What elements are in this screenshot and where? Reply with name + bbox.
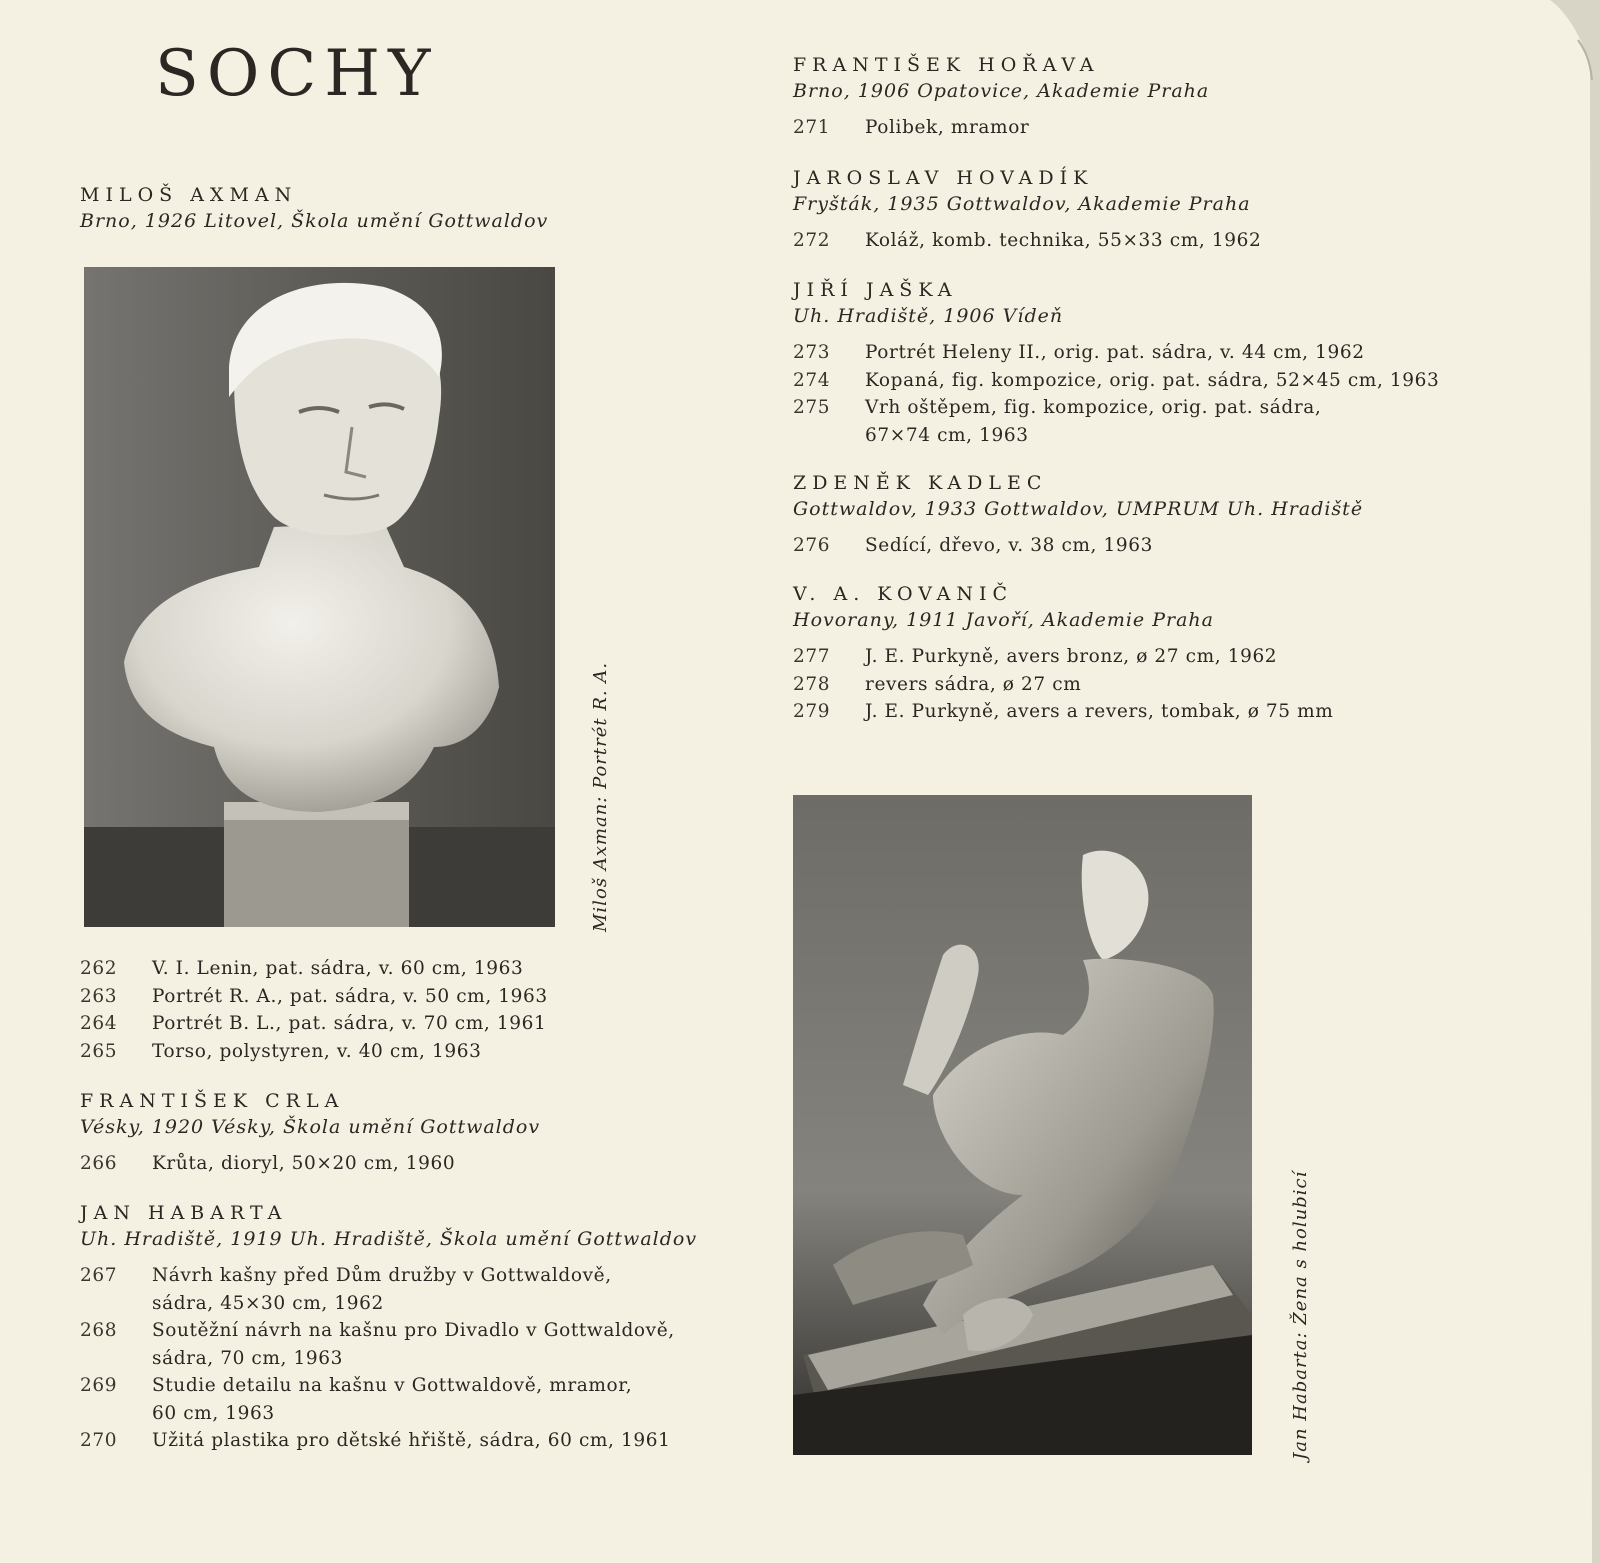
- page-title: SOCHY: [155, 37, 439, 111]
- work-number: 264: [80, 1013, 118, 1034]
- work-description: Návrh kašny před Dům družby v Gottwaldově, sádra, 45×30 cm, 1962: [152, 1265, 612, 1314]
- work-item: [80, 1262, 697, 1317]
- page-edge-shadow: [1530, 0, 1600, 1563]
- work-number: 268: [80, 1320, 118, 1341]
- artist-axman: [80, 182, 548, 234]
- artist-bio: Brno, 1906 Opatovice, Akademie Praha: [793, 80, 1210, 102]
- artist-horava: [793, 52, 1209, 142]
- work-description: Kopaná, fig. kompozice, orig. pat. sádra, 52×45 cm, 1963: [865, 369, 1440, 391]
- work-number: 269: [80, 1375, 118, 1396]
- work-number: 265: [80, 1040, 118, 1062]
- artist-name: V. A. KOVANIČ: [793, 583, 1014, 605]
- work-number: 276: [793, 535, 831, 556]
- work-item: [793, 114, 1209, 142]
- work-description: J. E. Purkyně, avers bronz, ø 27 cm, 1962: [865, 646, 1278, 667]
- work-item: [793, 532, 1363, 560]
- work-description: Soutěžní návrh na kašnu pro Divadlo v Gottwaldově, sádra, 70 cm, 1963: [152, 1320, 675, 1369]
- work-description: Portrét B. L., pat. sádra, v. 70 cm, 1961: [152, 1013, 547, 1034]
- work-number: 277: [793, 646, 831, 667]
- work-number: 279: [793, 701, 831, 722]
- work-number: 270: [80, 1430, 118, 1451]
- work-number: 266: [80, 1153, 118, 1174]
- photo-seated-figure: [793, 795, 1252, 1455]
- work-description: Užitá plastika pro dětské hřiště, sádra, 60 cm, 1961: [152, 1430, 671, 1451]
- work-number: 272: [793, 230, 831, 251]
- work-description: J. E. Purkyně, avers a revers, tombak, ø 75 mm: [865, 701, 1334, 722]
- artist-kadlec: [793, 470, 1363, 560]
- work-item: [80, 1150, 540, 1178]
- work-item: [793, 394, 1439, 449]
- artist-bio: Uh. Hradiště, 1919 Uh. Hradiště, Škola umění Gottwaldov: [80, 1228, 698, 1250]
- works-list: [793, 339, 1439, 449]
- work-description: Vrh oštěpem, fig. kompozice, orig. pat. sádra, 67×74 cm, 1963: [865, 397, 1322, 446]
- work-number: 263: [80, 985, 118, 1007]
- work-description: Krůta, dioryl, 50×20 cm, 1960: [152, 1153, 456, 1174]
- work-description: Polibek, mramor: [865, 117, 1030, 138]
- artist-bio: Uh. Hradiště, 1906 Vídeň: [793, 305, 1064, 327]
- artist-name: ZDENĚK KADLEC: [793, 472, 1048, 494]
- work-number: 262: [80, 958, 118, 979]
- figure-sculpture-image: [793, 795, 1252, 1455]
- work-description: Sedící, dřevo, v. 38 cm, 1963: [865, 535, 1153, 556]
- work-number: 271: [793, 117, 831, 138]
- work-number: 274: [793, 369, 831, 391]
- artist-name: FRANTIŠEK HOŘAVA: [793, 54, 1100, 76]
- work-description: Studie detailu na kašnu v Gottwaldově, mramor, 60 cm, 1963: [152, 1375, 633, 1424]
- artist-crla: [80, 1088, 540, 1178]
- work-number: 278: [793, 673, 831, 695]
- works-list: [80, 1150, 540, 1178]
- artist-axman-works: [80, 955, 548, 1065]
- work-item: [793, 339, 1439, 367]
- artist-habarta: [80, 1200, 697, 1455]
- artist-bio: Gottwaldov, 1933 Gottwaldov, UMPRUM Uh. Hradiště: [793, 498, 1364, 520]
- work-item: [80, 983, 548, 1011]
- work-item: [793, 367, 1439, 395]
- bust-sculpture-image: [84, 267, 555, 927]
- work-description: revers sádra, ø 27 cm: [865, 673, 1082, 695]
- work-item: [80, 955, 548, 983]
- work-number: 275: [793, 397, 831, 418]
- work-item: [793, 698, 1333, 726]
- artist-jaska: [793, 277, 1439, 449]
- photo-bust-portrait: [84, 267, 555, 927]
- work-description: Koláž, komb. technika, 55×33 cm, 1962: [865, 230, 1262, 251]
- work-description: Portrét R. A., pat. sádra, v. 50 cm, 1963: [152, 985, 548, 1007]
- works-list: [793, 532, 1363, 560]
- artist-bio: Vésky, 1920 Vésky, Škola umění Gottwaldov: [80, 1116, 541, 1138]
- artist-bio: Brno, 1926 Litovel, Škola umění Gottwaldov: [80, 210, 549, 232]
- works-list: [793, 227, 1261, 255]
- work-description: Portrét Heleny II., orig. pat. sádra, v. 44 cm, 1962: [865, 342, 1365, 363]
- artist-kovanic: [793, 581, 1333, 726]
- work-item: [793, 643, 1333, 671]
- photo-caption-figure: Jan Habarta: Žena s holubicí: [1290, 1170, 1311, 1460]
- work-number: 273: [793, 342, 831, 363]
- artist-bio: Hovorany, 1911 Javoří, Akademie Praha: [793, 609, 1214, 631]
- work-item: [80, 1317, 697, 1372]
- works-list: [793, 643, 1333, 726]
- artist-hovadik: [793, 165, 1261, 255]
- artist-name: JAN HABARTA: [80, 1202, 288, 1224]
- work-description: Torso, polystyren, v. 40 cm, 1963: [152, 1040, 482, 1062]
- artist-name: JIŘÍ JAŠKA: [793, 279, 958, 301]
- artist-bio: Fryšták, 1935 Gottwaldov, Akademie Praha: [793, 193, 1251, 215]
- work-number: 267: [80, 1265, 118, 1286]
- artist-name: MILOŠ AXMAN: [80, 184, 298, 206]
- works-list: [793, 114, 1209, 142]
- work-item: [80, 1427, 697, 1455]
- works-list: [80, 1262, 697, 1455]
- artist-name: FRANTIŠEK CRLA: [80, 1090, 345, 1112]
- work-item: [793, 671, 1333, 699]
- work-description: V. I. Lenin, pat. sádra, v. 60 cm, 1963: [152, 958, 524, 979]
- work-item: [80, 1372, 697, 1427]
- works-list: [80, 955, 548, 1065]
- photo-caption-bust: Miloš Axman: Portrét R. A.: [590, 661, 611, 932]
- work-item: [793, 227, 1261, 255]
- artist-name: JAROSLAV HOVADÍK: [793, 167, 1094, 189]
- work-item: [80, 1038, 548, 1066]
- work-item: [80, 1010, 548, 1038]
